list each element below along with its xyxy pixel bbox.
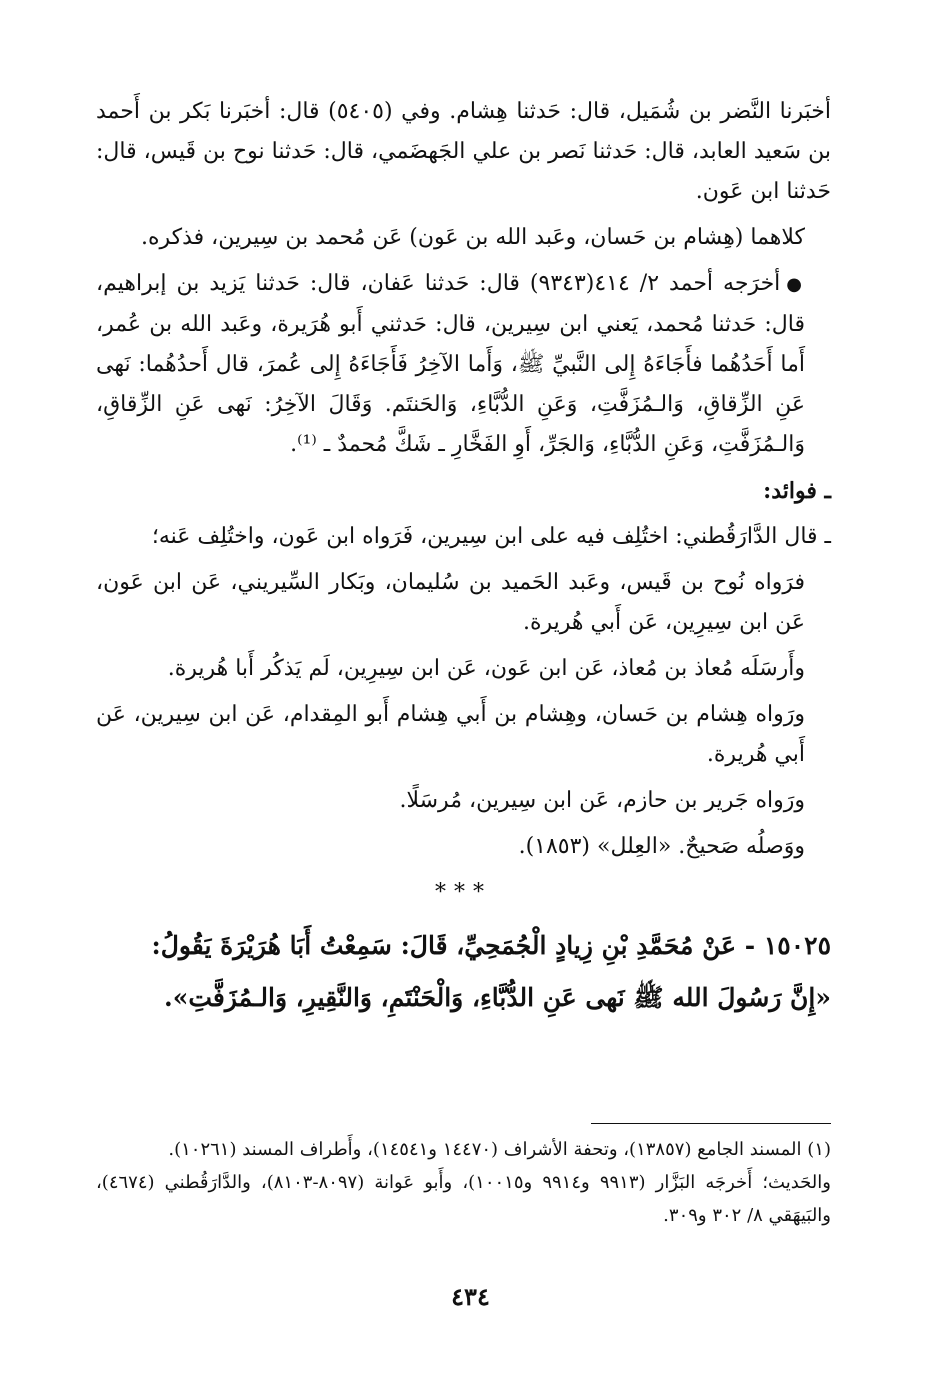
footnote-1-continued: والحَديث؛ أَخرجَه البَزَّار (٩٩١٣ و٩٩١٤ و١٠٠١٥)، وأَبو عَوانة (٨٠٩٧-٨١٠٣)، والدَّارَقُطني (٤٦٧٤)، والبَيهَقي ٨/ ٣٠٢ و٣٠٩.: [96, 1172, 831, 1226]
paragraph-muadh: وأَرسَلَه مُعاذ بن مُعاذ، عَن ابن عَون، عَن ابن سِيرِين، لَم يَذكُر أَبا هُريرة.: [167, 656, 805, 681]
paragraph-takhrij-text: أخرَجه أحمد ٢/ ٤١٤(٩٣٤٣) قال: حَدثنا عَفان، قال: حَدثنا يَزيد بن إبراهيم، قال: حَدثنا مُحمد، يَعني ابن سِيرين، قال: حَدثني أَبو هُرَيرة، وعَبد الله بن عُمر، أَما أَحَدُهُما فأَجَاءَهُ إِلى النَّبيِّ ﷺ، وَأَما الآخِرُ فَأَجَاءَهُ إِلى عُمرَ، قال أَحدُهُما: نَهى عَنِ الزِّقاقِ، وَالـمُزَفَّتِ، وَعَنِ الدُّبَّاءِ، وَالحَنتَم. وَقَالَ الآخِرُ: نَهى عَنِ الزِّقاقِ، وَالـمُزَفَّتِ، وَعَنِ الدُّبَّاءِ، وَالجَرِّ، أَوِ الفَخَّارِ ـ شَكَّ مُحمدٌ ـ ⁽¹⁾.: [96, 271, 805, 457]
hadith-text: «إِنَّ رَسُولَ الله ﷺ نَهى عَنِ الدُّبَّاءِ، وَالْحَنْتَمِ، وَالنَّقِيرِ، وَالـمُزَفَّتِ».: [164, 983, 831, 1012]
paragraph-chain: أخبَرنا النَّضر بن شُمَيل، قال: حَدثنا هِشام. وفي (٥٤٠٥) قال: أخبَرنا بَكر بن أَحمد بن سَعيد العابد، قال: حَدثنا نَصر بن علي الجَهضَمي، قال: حَدثنا نوح بن قَيس، قال: حَدثنا ابن عَون.: [96, 99, 831, 204]
section-separator: ***: [435, 880, 492, 905]
bullet-icon: ●: [786, 274, 805, 295]
hadith-chain: ١٥٠٢٥ - عَنْ مُحَمَّدِ بْنِ زِيادٍ الْجُمَحِيِّ، قَالَ: سَمِعْتُ أَبَا هُرَيْرَةَ يَقُولُ:: [151, 931, 831, 960]
benefits-heading: ـ فوائد:: [763, 478, 831, 504]
paragraph-daraqutni: ـ قال الدَّارَقُطني: اختُلِف فيه على ابن سِيرين، فَرَواه ابن عَون، واختُلِف عَنه؛: [151, 524, 831, 549]
paragraph-takhrij: [96, 264, 831, 465]
page-number: ٤٣٤: [451, 1282, 490, 1311]
main-text: [96, 92, 831, 1027]
footnote-1: (١) المسند الجامع (١٣٨٥٧)، وتحفة الأشراف (١٤٤٧٠ و١٤٥٤١)، وأَطراف المسند (١٠٢٦١).: [168, 1139, 831, 1160]
paragraph-wasl: ووَصلُه صَحيحٌ. «العِلل» (١٨٥٣).: [518, 834, 805, 859]
paragraph-nuh: فرَواه نُوح بن قَيس، وعَبد الحَميد بن سُليمان، وبَكار السِّيريني، عَن ابن عَون، عَن ابن سِيرِين، عَن أَبي هُريرة.: [96, 570, 805, 635]
paragraph-both: كلاهما (هِشام بن حَسان، وعَبد الله بن عَون) عَن مُحمد بن سِيرين، فذكره.: [140, 225, 805, 250]
footnote-rule: [591, 1123, 831, 1124]
footnotes: [96, 1133, 831, 1232]
paragraph-jarir: ورَواه جَرير بن حازم، عَن ابن سِيرين، مُرسَلًا.: [399, 788, 805, 813]
paragraph-hisham: ورَواه هِشام بن حَسان، وهِشام بن أَبي هِشام أَبو المِقدام، عَن ابن سِيرين، عَن أَبي هُريرة.: [96, 702, 805, 767]
